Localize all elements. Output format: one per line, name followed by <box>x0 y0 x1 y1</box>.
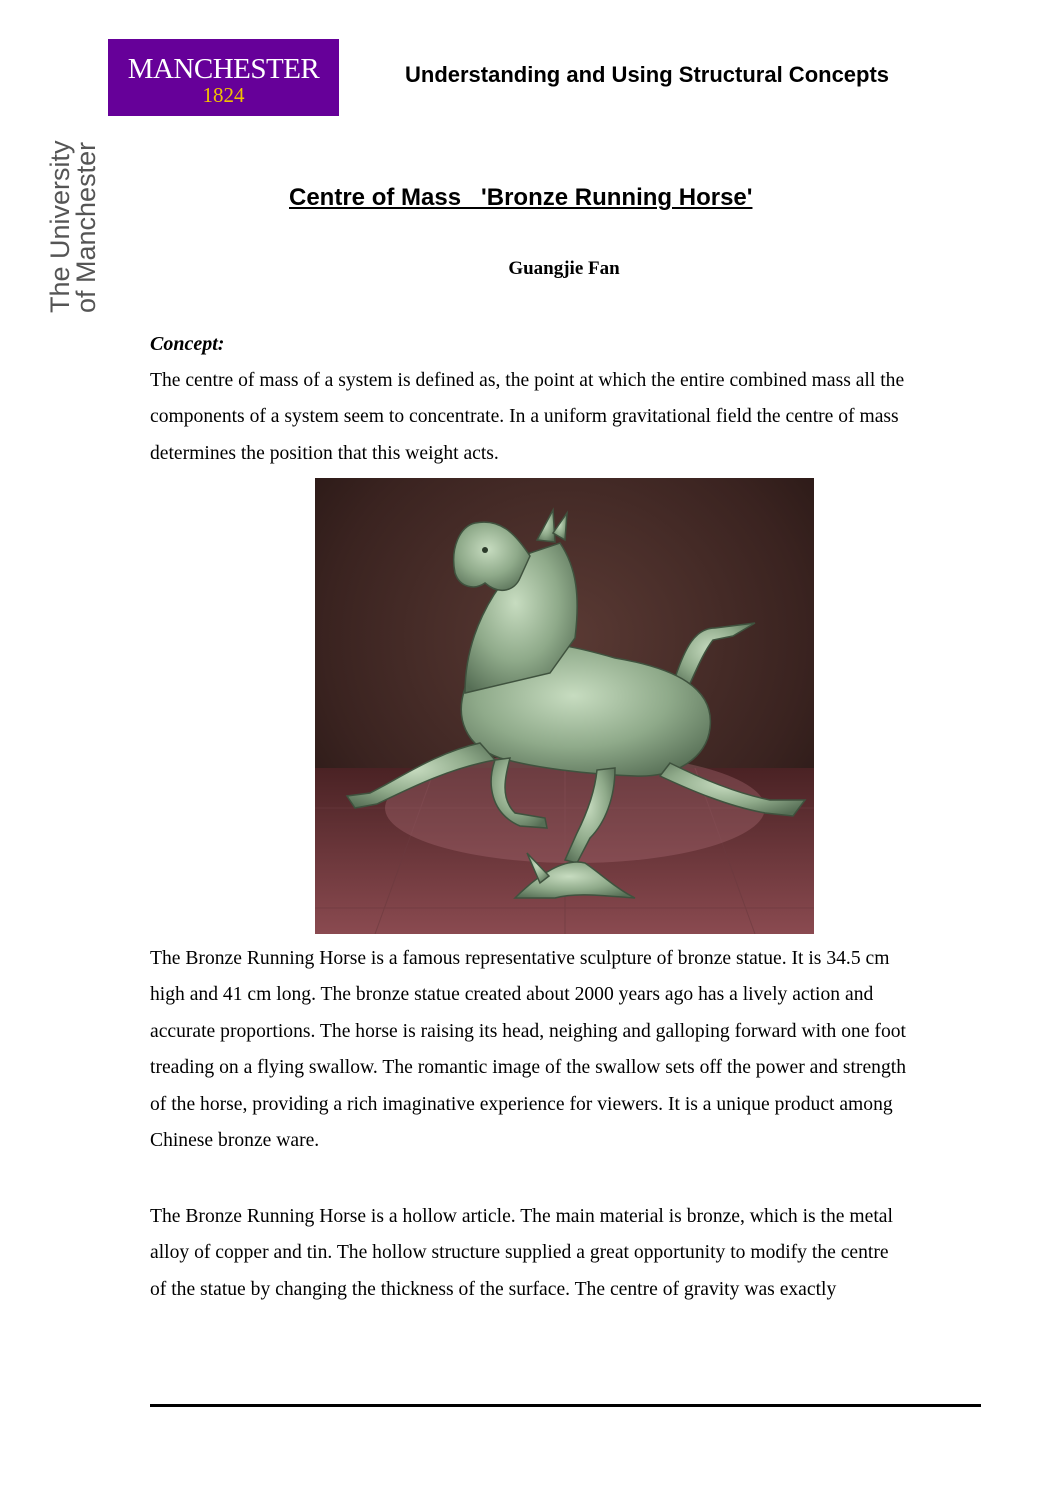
document-title: Centre of Mass 'Bronze Running Horse' <box>289 184 753 211</box>
footer-rule <box>150 1404 981 1407</box>
concept-line: The centre of mass of a system is defined as, the point at which the entire combined mass all the <box>150 370 905 391</box>
paragraph-line: The Bronze Running Horse is a famous representative sculpture of bronze statue. It is 34.5 cm <box>150 948 890 969</box>
wordmark-line-1: The University <box>45 140 75 313</box>
body-paragraph-2 <box>150 1199 985 1308</box>
paragraph-line: of the statue by changing the thickness of the surface. The centre of gravity was exactly <box>150 1278 837 1300</box>
concept-line: determines the position that this weight acts. <box>150 442 499 464</box>
paragraph-line: high and 41 cm long. The bronze statue created about 2000 years ago has a lively action and <box>150 984 874 1006</box>
paragraph-line: The Bronze Running Horse is a hollow article. The main material is bronze, which is the metal <box>150 1206 893 1227</box>
paragraph-line: of the horse, providing a rich imaginative experience for viewers. It is a unique product among <box>150 1093 893 1115</box>
bronze-horse-image <box>315 478 814 934</box>
paragraph-line: alloy of copper and tin. The hollow structure supplied a great opportunity to modify the centre <box>150 1242 889 1264</box>
logo-name: MANCHESTER <box>127 53 320 85</box>
concept-paragraph <box>150 363 985 472</box>
wordmark-line-2: of Manchester <box>71 141 101 313</box>
concept-heading: Concept: <box>150 333 225 355</box>
running-header: Understanding and Using Structural Concepts <box>405 62 890 87</box>
manchester-logo <box>108 39 339 116</box>
concept-line: components of a system seem to concentrate. In a uniform gravitational field the centre of mass <box>150 406 899 428</box>
university-wordmark <box>47 121 99 313</box>
logo-year: 1824 <box>202 83 245 107</box>
paragraph-line: accurate proportions. The horse is raising its head, neighing and galloping forward with one foot <box>150 1020 906 1042</box>
paragraph-line: Chinese bronze ware. <box>150 1130 320 1152</box>
bronze-horse-figure <box>315 478 814 934</box>
author-name: Guangjie Fan <box>508 258 620 279</box>
body-paragraph-1 <box>150 941 985 1159</box>
paragraph-line: treading on a flying swallow. The romantic image of the swallow sets off the power and strength <box>150 1057 906 1079</box>
